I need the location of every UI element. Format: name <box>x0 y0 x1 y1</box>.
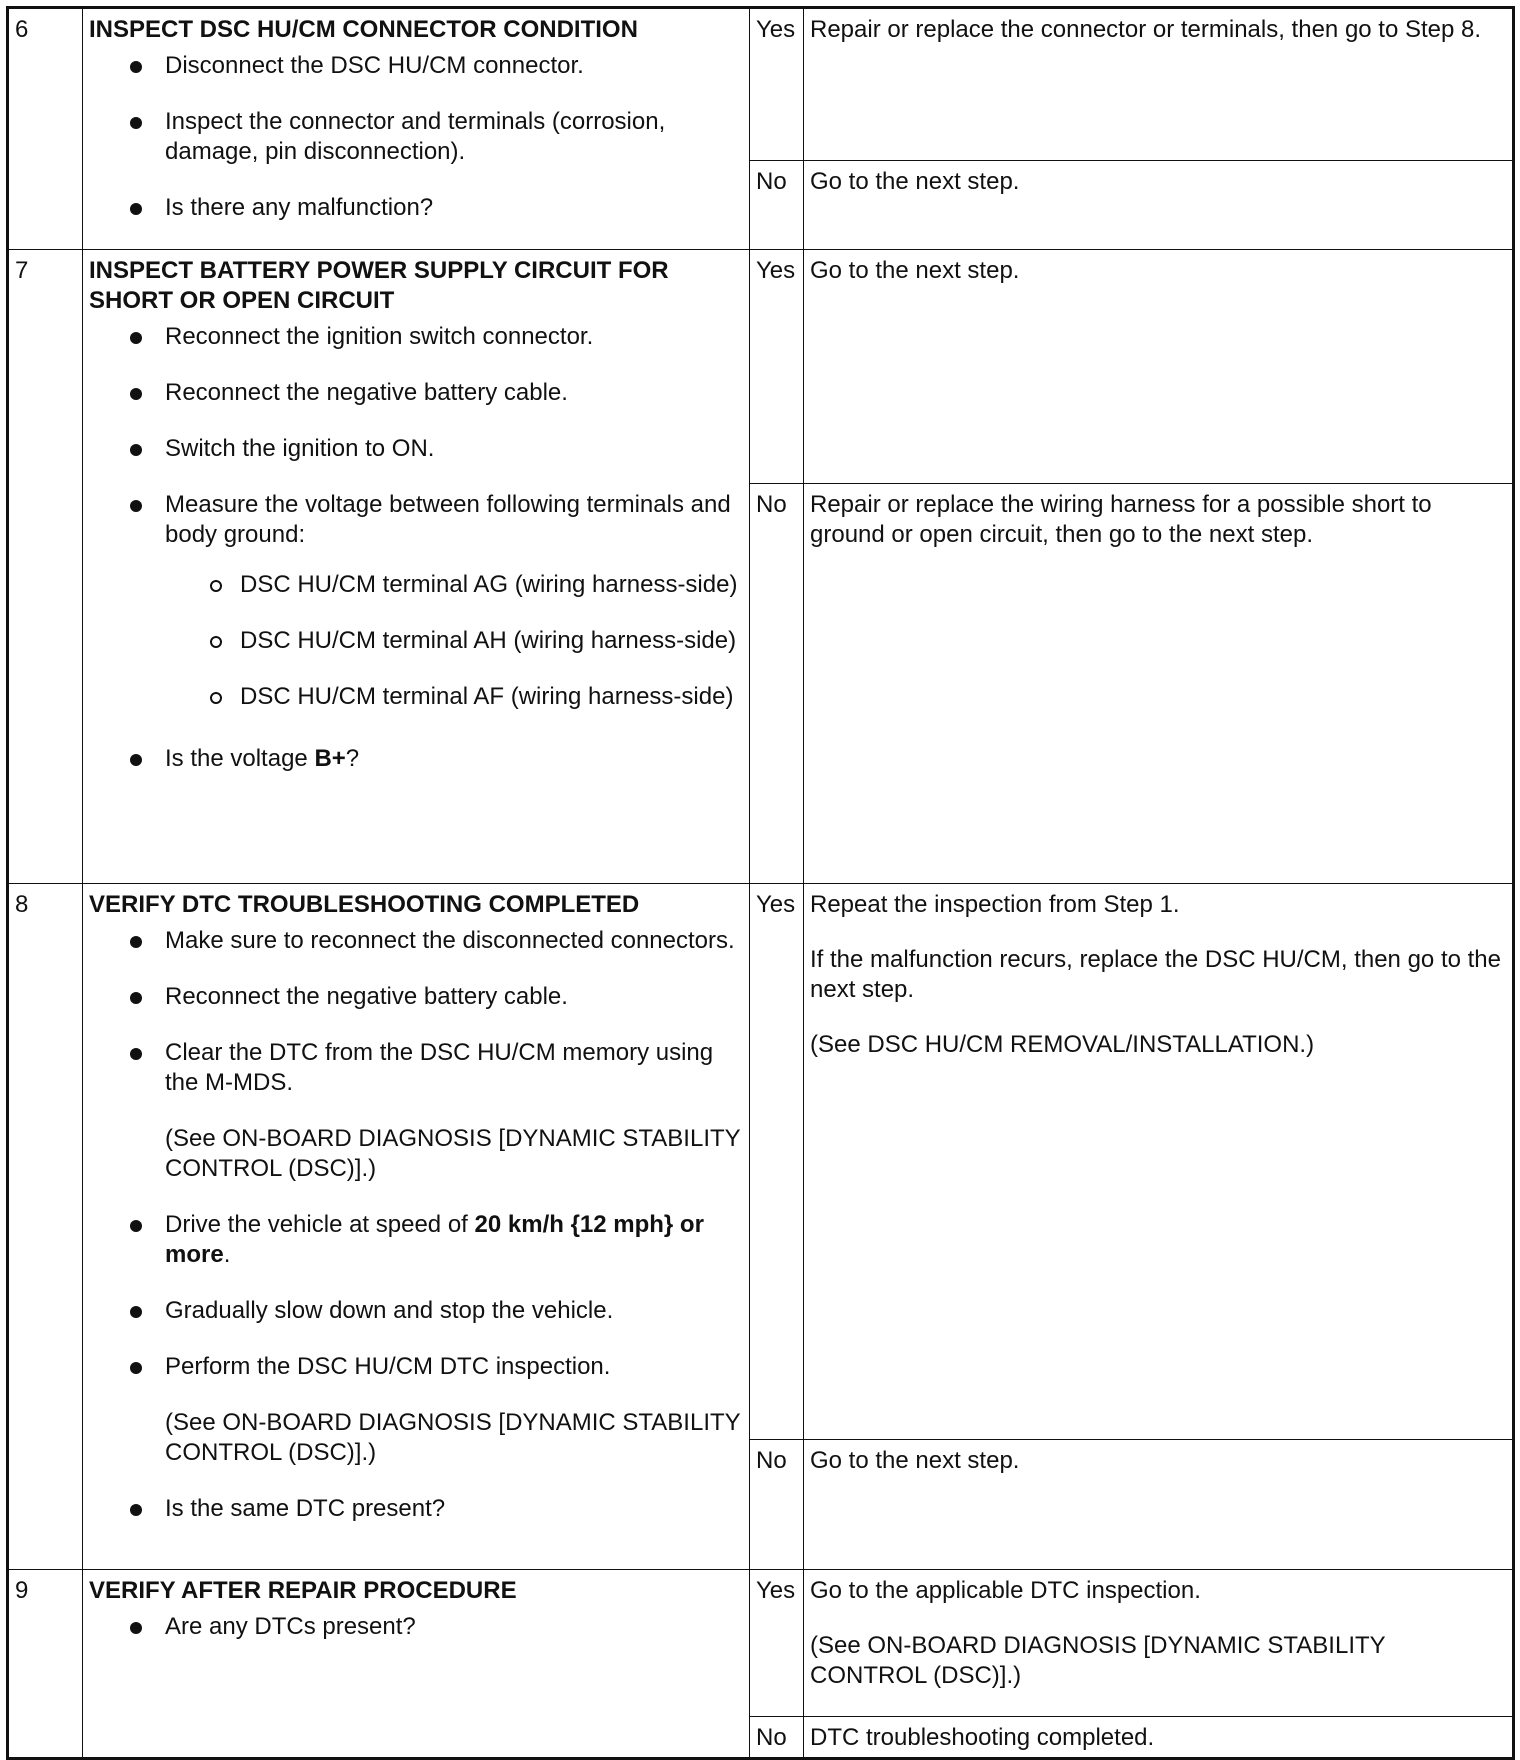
action-line: (See DSC HU/CM REMOVAL/INSTALLATION.) <box>810 1031 1315 1058</box>
list-item: Reconnect the negative battery cable. <box>165 378 743 434</box>
step-8-procedure <box>83 884 750 1570</box>
list-item: Gradually slow down and stop the vehicle. <box>165 1296 743 1352</box>
reference-note: (See ON-BOARD DIAGNOSIS [DYNAMIC STABILITY CONTROL (DSC)].) <box>165 1409 741 1466</box>
list-item: Measure the voltage between following terminals and body ground: DSC HU/CM terminal AG (wiring harness-side) DSC HU/CM terminal AH (wiring harness-side) DSC HU/CM terminal AF (wiring harness-side) <box>165 490 743 744</box>
sub-list-item: DSC HU/CM terminal AG (wiring harness-side) <box>240 570 743 626</box>
action-line: Go to the applicable DTC inspection. <box>810 1577 1201 1604</box>
yes-action: Repair or replace the connector or terminals, then go to Step 8. <box>804 8 1514 161</box>
list-item: Perform the DSC HU/CM DTC inspection. <box>165 1352 743 1408</box>
no-action: Repair or replace the wiring harness for a possible short to ground or open circuit, then go to the next step. <box>804 484 1514 884</box>
step-title: VERIFY AFTER REPAIR PROCEDURE <box>89 1577 517 1604</box>
step-number: 7 <box>8 250 83 884</box>
no-label: No <box>750 1440 804 1570</box>
action-line: If the malfunction recurs, replace the DSC HU/CM, then go to the next step. <box>810 946 1501 1003</box>
step-9-yes-row <box>8 1570 1514 1717</box>
no-label: No <box>750 1717 804 1759</box>
step-title: INSPECT BATTERY POWER SUPPLY CIRCUIT FOR SHORT OR OPEN CIRCUIT <box>89 257 669 314</box>
no-label: No <box>750 484 804 884</box>
list-item: Clear the DTC from the DSC HU/CM memory using the M-MDS. <box>165 1038 743 1124</box>
troubleshooting-sheet <box>6 6 1512 1751</box>
action-line: (See ON-BOARD DIAGNOSIS [DYNAMIC STABILITY CONTROL (DSC)].) <box>810 1632 1386 1689</box>
action-line: Repeat the inspection from Step 1. <box>810 891 1180 918</box>
step-7-procedure <box>83 250 750 884</box>
troubleshooting-table <box>6 6 1515 1760</box>
list-item: Inspect the connector and terminals (corrosion, damage, pin disconnection). <box>165 107 743 193</box>
sub-list-item: DSC HU/CM terminal AF (wiring harness-side) <box>240 682 743 738</box>
yes-label: Yes <box>750 1570 804 1717</box>
sub-list-item: DSC HU/CM terminal AH (wiring harness-side) <box>240 626 743 682</box>
no-action: Go to the next step. <box>804 1440 1514 1570</box>
list-item: Are any DTCs present? <box>165 1612 743 1668</box>
yes-action: Go to the next step. <box>804 250 1514 484</box>
step-number: 8 <box>8 884 83 1570</box>
step-7-yes-row <box>8 250 1514 484</box>
step-6-procedure <box>83 8 750 250</box>
step-number: 9 <box>8 1570 83 1759</box>
step-title: INSPECT DSC HU/CM CONNECTOR CONDITION <box>89 16 638 43</box>
step-6-yes-row <box>8 8 1514 161</box>
list-item: Make sure to reconnect the disconnected connectors. <box>165 926 743 982</box>
yes-label: Yes <box>750 8 804 161</box>
list-item: Is there any malfunction? <box>165 193 743 249</box>
no-label: No <box>750 160 804 249</box>
step-9-procedure <box>83 1570 750 1759</box>
list-item: Reconnect the negative battery cable. <box>165 982 743 1038</box>
reference-note: (See ON-BOARD DIAGNOSIS [DYNAMIC STABILITY CONTROL (DSC)].) <box>165 1125 741 1182</box>
list-item: Is the voltage B+? <box>165 744 743 800</box>
list-item: Switch the ignition to ON. <box>165 434 743 490</box>
step-8-yes-row <box>8 884 1514 1440</box>
yes-label: Yes <box>750 250 804 484</box>
yes-action <box>804 1570 1514 1717</box>
step-title: VERIFY DTC TROUBLESHOOTING COMPLETED <box>89 891 640 918</box>
yes-action <box>804 884 1514 1440</box>
list-item: Disconnect the DSC HU/CM connector. <box>165 51 743 107</box>
list-item: Reconnect the ignition switch connector. <box>165 322 743 378</box>
no-action: Go to the next step. <box>804 160 1514 249</box>
list-item: Drive the vehicle at speed of 20 km/h {12 mph} or more. <box>165 1210 743 1296</box>
yes-label: Yes <box>750 884 804 1440</box>
step-number: 6 <box>8 8 83 250</box>
list-item: Is the same DTC present? <box>165 1494 743 1550</box>
no-action: DTC troubleshooting completed. <box>804 1717 1514 1759</box>
